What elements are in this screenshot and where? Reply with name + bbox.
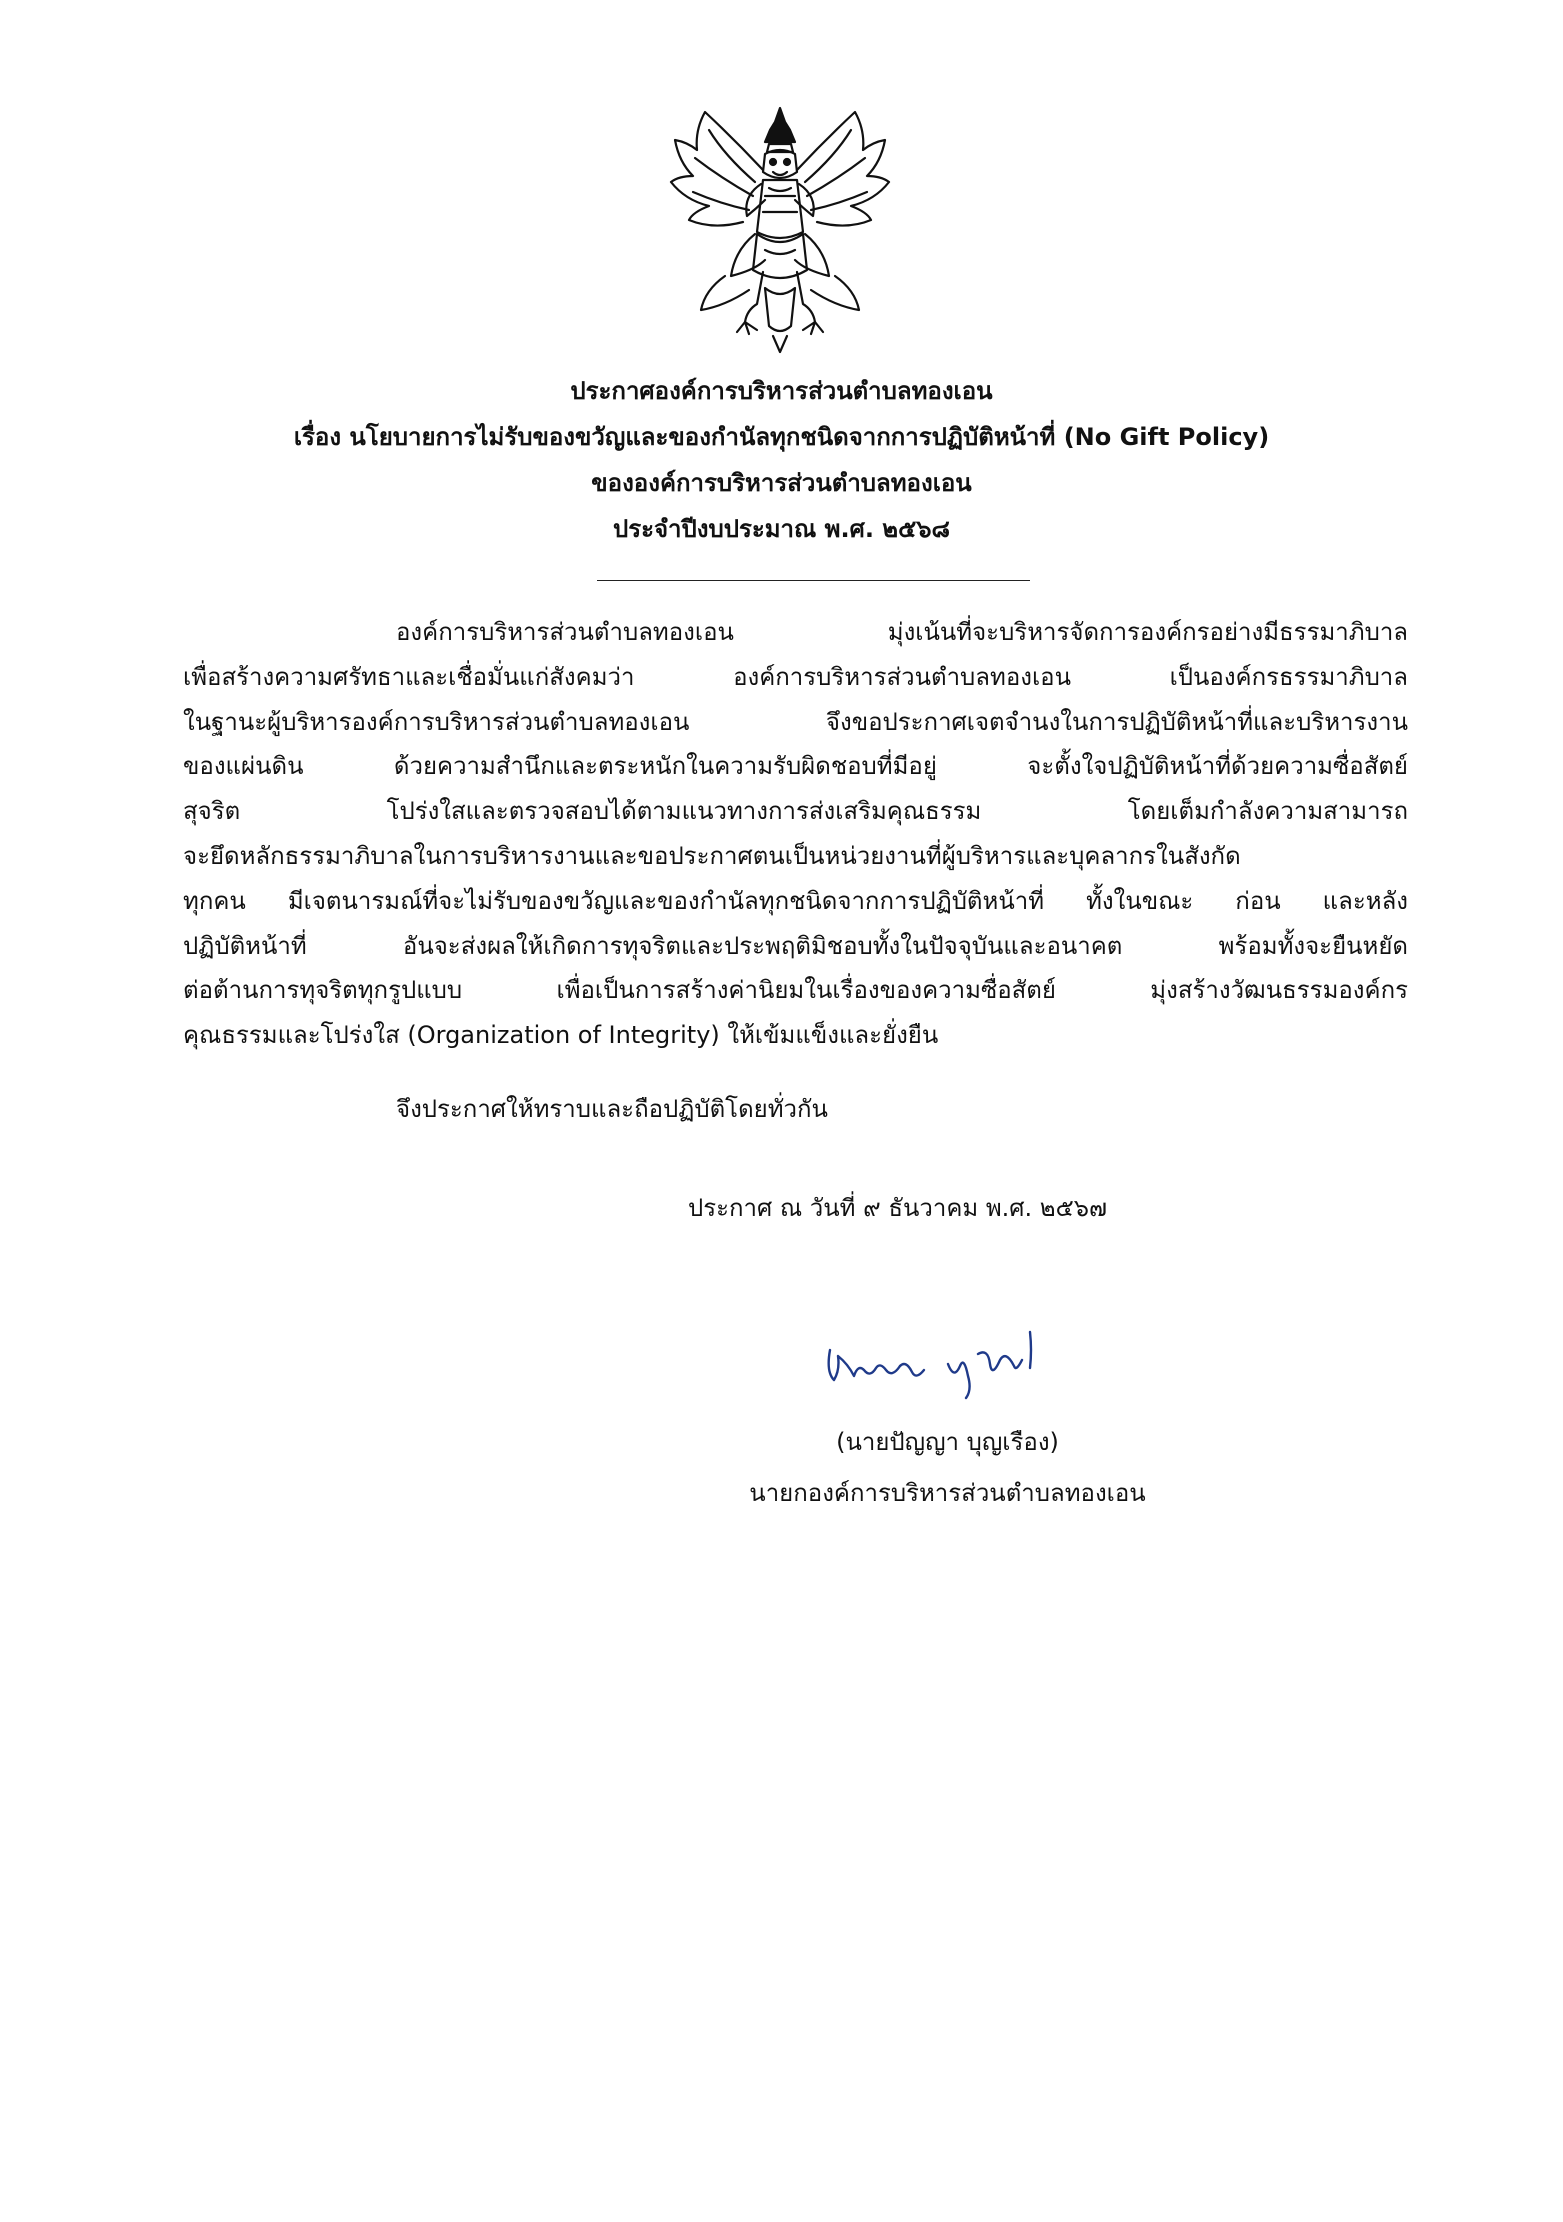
body-line: ทุกคน มีเจตนารมณ์ที่จะไม่รับของขวัญและของกำนัลทุกชนิดจากการปฏิบัติหน้าที่ ทั้งในขณะ ก่อน และหลัง xyxy=(183,886,1408,915)
signer-name: (นายปัญญา บุญเรือง) xyxy=(836,1428,1059,1456)
body-line: ของแผ่นดิน ด้วยความสำนึกและตระหนักในความรับผิดชอบที่มีอยู่ จะตั้งใจปฏิบัติหน้าที่ด้วยความซื่อสัตย์ xyxy=(183,752,1408,781)
body-line: คุณธรรมและโปร่งใส (Organization of Integrity) ให้เข้มแข็งและยั่งยืน xyxy=(183,1021,939,1050)
handwritten-signature xyxy=(818,1320,1068,1400)
garuda-emblem-icon xyxy=(665,100,895,355)
title-line-2: เรื่อง นโยบายการไม่รับของขวัญและของกำนัลทุกชนิดจากการปฏิบัติหน้าที่ (No Gift Policy) xyxy=(293,423,1270,451)
closing-statement: จึงประกาศให้ทราบและถือปฏิบัติโดยทั่วกัน xyxy=(396,1095,828,1123)
body-line: จะยึดหลักธรรมาภิบาลในการบริหารงานและขอประกาศตนเป็นหน่วยงานที่ผู้บริหารและบุคลากรในสังกัด xyxy=(183,841,1241,870)
title-line-4: ประจำปีงบประมาณ พ.ศ. ๒๕๖๘ xyxy=(612,515,951,543)
body-line: ในฐานะผู้บริหารองค์การบริหารส่วนตำบลทองเอน จึงขอประกาศเจตจำนงในการปฏิบัติหน้าที่และบริหารงาน xyxy=(183,707,1408,736)
body-line: เพื่อสร้างความศรัทธาและเชื่อมั่นแก่สังคมว่า องค์การบริหารส่วนตำบลทองเอน เป็นองค์กรธรรมาภิบาล xyxy=(183,662,1408,691)
announcement-date: ประกาศ ณ วันที่ ๙ ธันวาคม พ.ศ. ๒๕๖๗ xyxy=(688,1194,1108,1222)
announcement-body xyxy=(183,610,1408,1058)
title-line-3: ขององค์การบริหารส่วนตำบลทองเอน xyxy=(591,469,972,497)
signer-position: นายกองค์การบริหารส่วนตำบลทองเอน xyxy=(749,1479,1146,1507)
title-line-1: ประกาศองค์การบริหารส่วนตำบลทองเอน xyxy=(570,377,993,405)
body-line: องค์การบริหารส่วนตำบลทองเอน มุ่งเน้นที่จะบริหารจัดการองค์กรอย่างมีธรรมาภิบาล xyxy=(396,618,1408,646)
body-line: ต่อต้านการทุจริตทุกรูปแบบ เพื่อเป็นการสร้างค่านิยมในเรื่องของความซื่อสัตย์ มุ่งสร้างวัฒนธรรมองค์กร xyxy=(183,976,1408,1005)
body-line: ปฏิบัติหน้าที่ อันจะส่งผลให้เกิดการทุจริตและประพฤติมิชอบทั้งในปัจจุบันและอนาคต พร้อมทั้งจะยืนหยัด xyxy=(183,931,1408,960)
title-divider xyxy=(597,580,1030,581)
announcement-title xyxy=(200,368,1363,552)
body-line: สุจริต โปร่งใสและตรวจสอบได้ตามแนวทางการส่งเสริมคุณธรรม โดยเต็มกำลังความสามารถ xyxy=(183,797,1408,826)
